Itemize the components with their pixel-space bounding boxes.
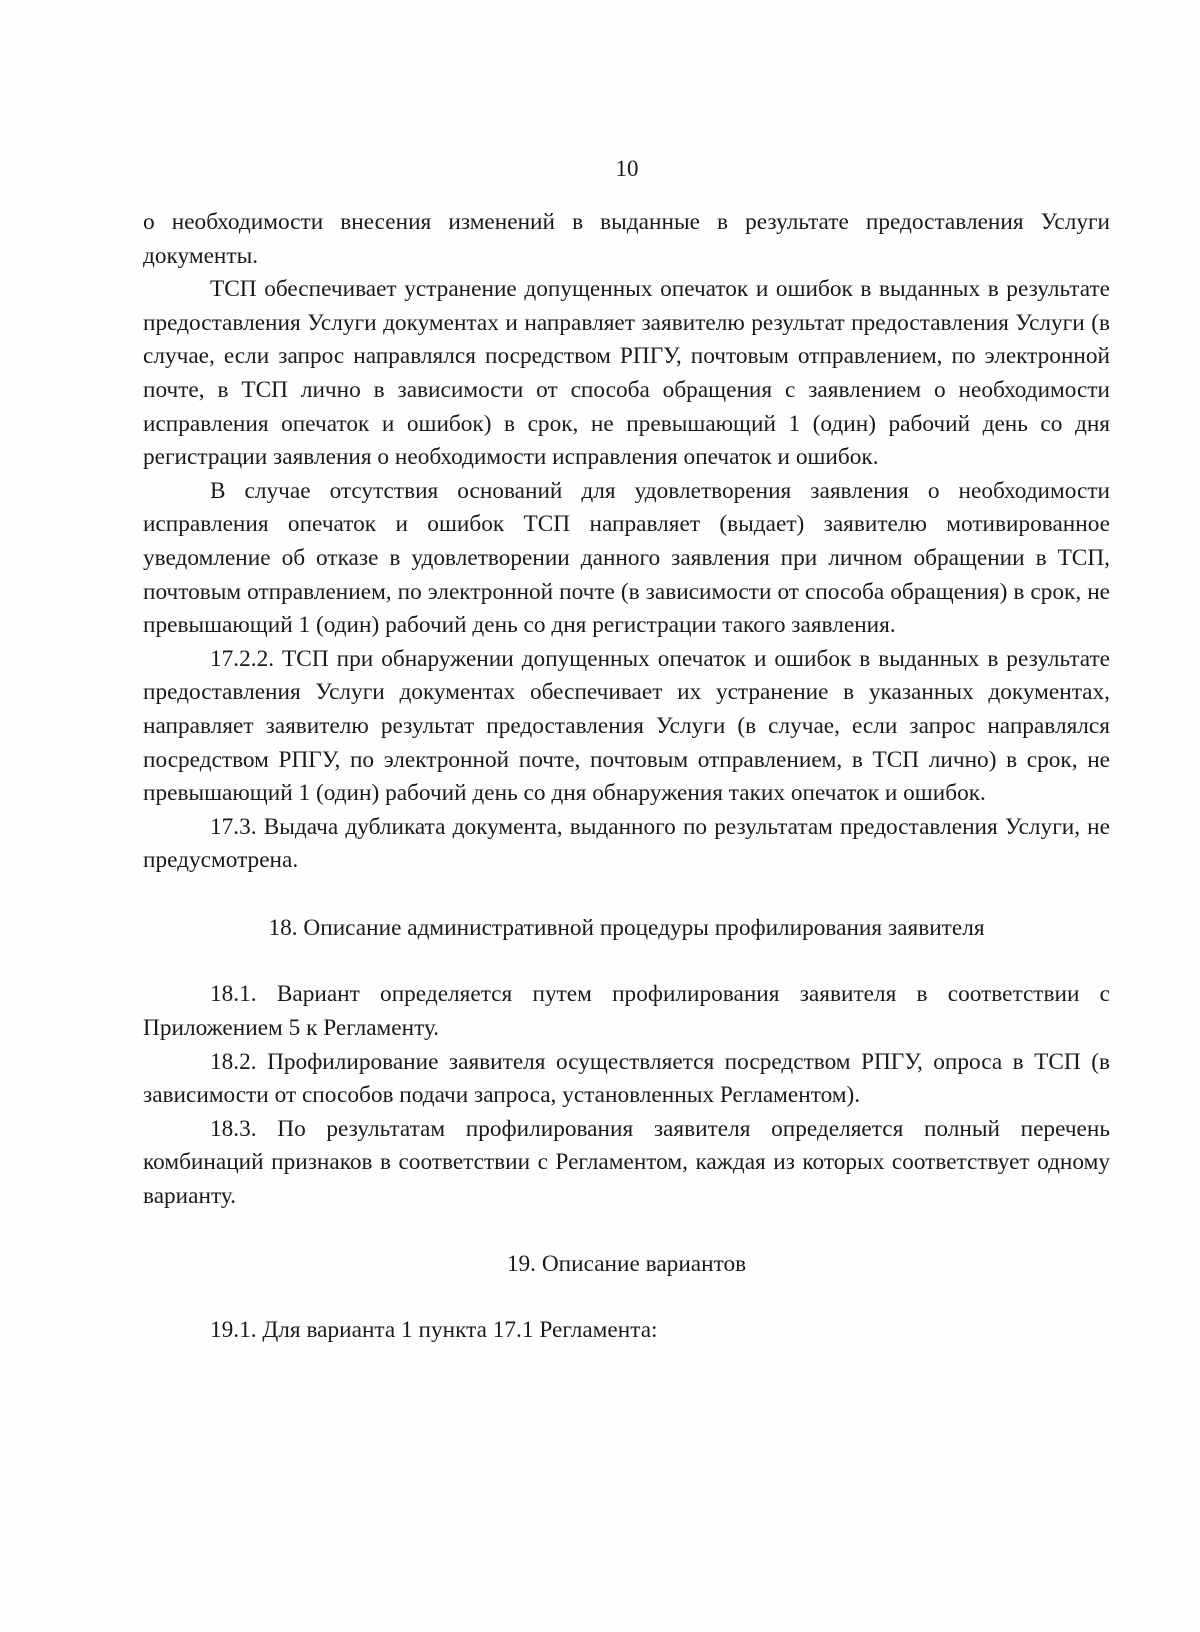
paragraph-18-2: 18.2. Профилирование заявителя осуществляется посредством РПГУ, опроса в ТСП (в зависимости от способов подачи запроса, установленных Регламентом). — [143, 1048, 1110, 1109]
paragraph-17-3: 17.3. Выдача дубликата документа, выданного по результатам предоставления Услуги, не предусмотрена. — [143, 813, 1110, 874]
paragraph-18-1: 18.1. Вариант определяется путем профилирования заявителя в соответствии с Приложением 5 к Регламенту. — [143, 981, 1110, 1042]
paragraph-19-1: 19.1. Для варианта 1 пункта 17.1 Регламента: — [210, 1317, 658, 1344]
section-18-heading: 18. Описание административной процедуры профилирования заявителя — [268, 914, 985, 941]
section-19-heading: 19. Описание вариантов — [506, 1250, 747, 1277]
document-body — [143, 206, 1110, 1348]
paragraph-typo-correction: ТСП обеспечивает устранение допущенных опечаток и ошибок в выданных в результате предоставления Услуги документах и направляет заявителю результат предоставления Услуги (в случае, если запрос направлялся посредством РПГУ, почтовым отправлением, по электронной почте, в ТСП лично в зависимости от способа обращения с заявлением о необходимости исправления опечаток и ошибок) в срок, не превышающий 1 (один) рабочий день со дня регистрации заявления о необходимости исправления опечаток и ошибок. — [143, 276, 1110, 471]
paragraph-17-2-2: 17.2.2. ТСП при обнаружении допущенных опечаток и ошибок в выданных в результате предоставления Услуги документах обеспечивает их устранение в указанных документах, направляет заявителю результат предоставления Услуги (в случае, если запрос направлялся посредством РПГУ, по электронной почте, почтовым отправлением, в ТСП лично) в срок, не превышающий 1 (один) рабочий день со дня обнаружения таких опечаток и ошибок. — [143, 645, 1110, 807]
paragraph-18-3: 18.3. По результатам профилирования заявителя определяется полный перечень комбинаций признаков в соответствии с Регламентом, каждая из которых соответствует одному варианту. — [143, 1115, 1110, 1210]
paragraph-continuation: о необходимости внесения изменений в выданные в результате предоставления Услуги документы. — [143, 209, 1110, 269]
paragraph-refusal-notice: В случае отсутствия оснований для удовлетворения заявления о необходимости исправления опечаток и ошибок ТСП направляет (выдает) заявителю мотивированное уведомление об отказе в удовлетворении данного заявления при личном обращении в ТСП, почтовым отправлением, по электронной почте (в зависимости от способа обращения) в срок, не превышающий 1 (один) рабочий день со дня регистрации такого заявления. — [143, 477, 1110, 639]
page-number: 10 — [615, 156, 639, 181]
